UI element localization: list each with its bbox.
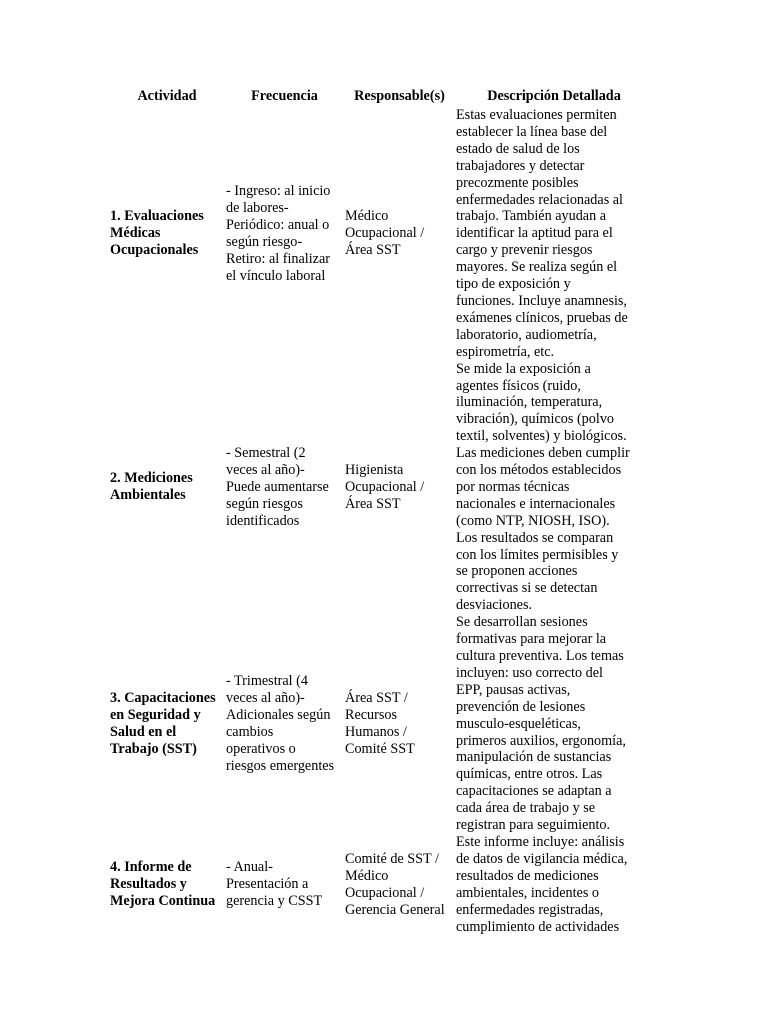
table-header-row	[109, 85, 653, 107]
cell-descripcion: Estas evaluaciones permiten establecer la línea base del estado de salud de los trabajadores y detectar precozmente posibles enfermedades relacionadas al trabajo. También ayudan a identificar la aptitud para el cargo y prevenir riesgos mayores. Se realiza según el tipo de exposición y funciones. Incluye anamnesis, exámenes clínicos, pruebas de laboratorio, audiometría, espirometría, etc.	[456, 107, 628, 360]
cell-descripcion: Se desarrollan sesiones formativas para mejorar la cultura preventiva. Los temas incluyen: uso correcto del EPP, pausas activas, prevención de lesiones musculo-esqueléticas, primeros auxilios, ergonomía, manipulación de sustancias químicas, entre otros. Las capacitaciones se adaptan a cada área de trabajo y se registran para seguimiento.	[456, 614, 626, 834]
header-actividad: Actividad	[137, 87, 197, 104]
table-row	[109, 614, 653, 834]
cell-responsables: Comité de SST / Médico Ocupacional / Gerencia General	[345, 850, 445, 918]
cell-responsables: Médico Ocupacional / Área SST	[345, 208, 425, 259]
cell-actividad: 2. Mediciones Ambientales	[110, 470, 193, 504]
cell-responsables: Higienista Ocupacional / Área SST	[345, 462, 425, 512]
header-frecuencia: Frecuencia	[251, 87, 318, 104]
header-descripcion: Descripción Detallada	[487, 87, 621, 104]
cell-frecuencia: - Anual- Presentación a gerencia y CSST	[226, 859, 323, 910]
cell-descripcion: Se mide la exposición a agentes físicos (ruido, iluminación, temperatura, vibración), químicos (polvo textil, solventes) y biológicos. Las mediciones deben cumplir con los métodos establecidos por normas técnicas nacionales e internacionales (como NTP, NIOSH, ISO). Los resultados se comparan con los límites permisibles y se proponen acciones correctivas si se detectan desviaciones.	[456, 360, 630, 614]
cell-frecuencia: - Trimestral (4 veces al año)- Adicionales según cambios operativos o riesgos emergentes	[226, 673, 335, 774]
cell-frecuencia: - Semestral (2 veces al año)- Puede aumentarse según riesgos identificados	[226, 445, 329, 529]
cell-frecuencia: - Ingreso: al inicio de labores- Periódico: anual o según riesgo- Retiro: al finalizar el vínculo laboral	[226, 183, 331, 284]
table-row	[109, 361, 653, 615]
cell-actividad: 3. Capacitaciones en Seguridad y Salud en el Trabajo (SST)	[110, 690, 216, 757]
cell-descripcion: Este informe incluye: análisis de datos de vigilancia médica, resultados de mediciones ambientales, incidentes o enfermedades registradas, cumplimiento de actividades	[456, 833, 628, 935]
cell-responsables: Área SST / Recursos Humanos / Comité SST	[345, 690, 415, 757]
table-row	[109, 107, 653, 361]
table-row	[109, 834, 653, 935]
activities-table	[109, 85, 653, 935]
cell-actividad: 1. Evaluaciones Médicas Ocupacionales	[110, 208, 204, 259]
header-responsables: Responsable(s)	[354, 87, 445, 104]
cell-actividad: 4. Informe de Resultados y Mejora Continua	[110, 859, 216, 910]
